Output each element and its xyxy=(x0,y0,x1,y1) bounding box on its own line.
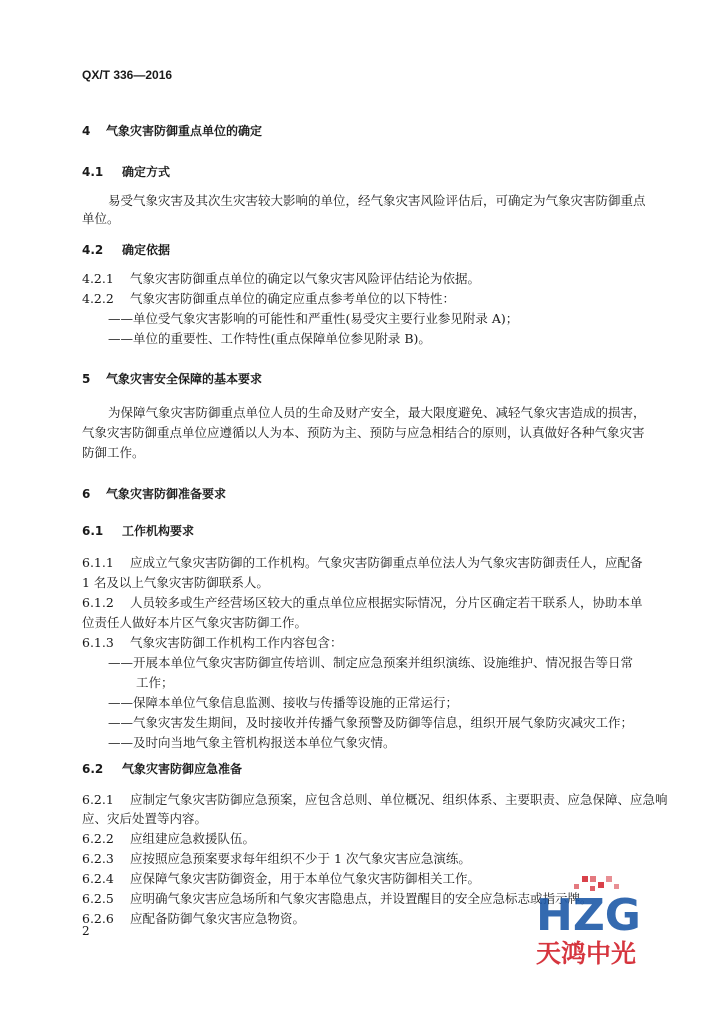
clause-number: 6.2.5 xyxy=(82,891,114,906)
clause-number: 6.1.3 xyxy=(82,635,114,650)
paragraph-text: 应、灾后处置等内容。 xyxy=(82,811,208,826)
page-number: 2 xyxy=(82,924,90,938)
paragraph-line xyxy=(108,736,396,750)
paragraph-text: 位责任人做好本片区气象灾害防御工作。 xyxy=(82,615,308,630)
clause xyxy=(82,793,668,807)
paragraph-line xyxy=(108,716,633,730)
clause xyxy=(82,636,343,650)
subsection-heading xyxy=(82,165,170,179)
paragraph-text: ——气象灾害发生期间，及时接收并传播气象预警及防御等信息，组织开展气象防灾减灾工作； xyxy=(108,715,634,730)
subsection-heading xyxy=(82,243,170,257)
paragraph-line xyxy=(82,212,120,226)
paragraph-line xyxy=(82,426,645,440)
clause xyxy=(82,872,480,886)
clause xyxy=(82,912,305,926)
paragraph-line xyxy=(82,576,269,590)
clause-number: 4.2.2 xyxy=(82,291,114,306)
clause xyxy=(82,596,643,610)
paragraph-text: 单位。 xyxy=(82,211,120,226)
section-heading xyxy=(82,487,226,501)
clause xyxy=(82,292,455,306)
standard-code: QX/T 336—2016 xyxy=(82,68,173,82)
pixel-decoration-icon xyxy=(574,876,619,891)
section-heading xyxy=(82,124,262,138)
clause-text: 应配备防御气象灾害应急物资。 xyxy=(130,911,306,926)
clause-number: 6.1.2 xyxy=(82,595,114,610)
clause-number: 6.2 xyxy=(82,762,104,776)
paragraph-text: 工作； xyxy=(136,675,174,690)
paragraph-line xyxy=(82,616,307,630)
clause-number: 6.2.6 xyxy=(82,911,114,926)
clause-text: 应制定气象灾害防御应急预案，应包含总则、单位概况、组织体系、主要职责、应急保障、应急响 xyxy=(130,792,668,807)
clause-number: 6.1 xyxy=(82,524,104,538)
subsection-heading xyxy=(82,762,242,776)
clause-number: 6 xyxy=(82,487,91,501)
paragraph-text: 易受气象灾害及其次生灾害较大影响的单位，经气象灾害风险评估后，可确定为气象灾害防御重点 xyxy=(108,193,646,208)
clause-number: 6.2.3 xyxy=(82,851,114,866)
paragraph-line xyxy=(108,194,646,208)
clause xyxy=(82,272,480,286)
clause xyxy=(82,892,593,906)
clause-text: 应保障气象灾害防御资金，用于本单位气象灾害防御相关工作。 xyxy=(130,871,481,886)
clause-text: 气象灾害安全保障的基本要求 xyxy=(106,372,263,386)
clause-text: 应按照应急预案要求每年组织不少于 1 次气象灾害应急演练。 xyxy=(130,851,471,866)
paragraph-text: 1 名及以上气象灾害防御联系人。 xyxy=(82,575,269,590)
paragraph-text: ——及时向当地气象主管机构报送本单位气象灾情。 xyxy=(108,735,396,750)
clause-text: 气象灾害防御工作机构工作内容包含： xyxy=(130,635,343,650)
clause-text: 应成立气象灾害防御的工作机构。气象灾害防御重点单位法人为气象灾害防御责任人，应配备 xyxy=(130,555,643,570)
clause xyxy=(82,832,255,846)
subsection-heading xyxy=(82,524,194,538)
clause-number: 4.2 xyxy=(82,243,104,257)
section-heading xyxy=(82,372,262,386)
clause xyxy=(82,556,643,570)
watermark-chinese: 天鸿中光 xyxy=(536,939,637,968)
paragraph-line xyxy=(82,812,207,826)
paragraph-text: ——单位的重要性、工作特性(重点保障单位参见附录 B)。 xyxy=(108,331,431,346)
clause xyxy=(82,852,471,866)
clause-text: 气象灾害防御应急准备 xyxy=(122,762,243,776)
paragraph-line xyxy=(82,446,145,460)
paragraph-text: ——保障本单位气象信息监测、接收与传播等设施的正常运行； xyxy=(108,695,459,710)
clause-text: 确定方式 xyxy=(122,165,171,179)
clause-number: 6.2.1 xyxy=(82,792,114,807)
clause-number: 4.2.1 xyxy=(82,271,114,286)
paragraph-line xyxy=(108,406,646,420)
paragraph-text: ——开展本单位气象灾害防御宣传培训、制定应急预案并组织演练、设施维护、情况报告等日常 xyxy=(108,655,634,670)
clause-number: 6.2.4 xyxy=(82,871,114,886)
clause-text: 工作机构要求 xyxy=(122,524,195,538)
clause-text: 气象灾害防御重点单位的确定应重点参考单位的以下特性： xyxy=(130,291,456,306)
clause-text: 气象灾害防御重点单位的确定以气象灾害风险评估结论为依据。 xyxy=(130,271,481,286)
paragraph-text: 防御工作。 xyxy=(82,445,145,460)
clause-text: 气象灾害防御准备要求 xyxy=(106,487,227,501)
paragraph-line xyxy=(108,332,431,346)
clause-text: 应组建应急救援队伍。 xyxy=(130,831,256,846)
paragraph-text: ——单位受气象灾害影响的可能性和严重性(易受灾主要行业参见附录 A)； xyxy=(108,311,519,326)
hzg-watermark-logo xyxy=(526,872,666,968)
clause-number: 4.1 xyxy=(82,165,104,179)
paragraph-line xyxy=(136,676,174,690)
clause-number: 5 xyxy=(82,372,91,386)
clause-number: 4 xyxy=(82,124,91,138)
clause-text: 人员较多或生产经营场区较大的重点单位应根据实际情况，分片区确定若干联系人，协助本单 xyxy=(130,595,643,610)
paragraph-line xyxy=(108,696,458,710)
paragraph-text: 为保障气象灾害防御重点单位人员的生命及财产安全，最大限度避免、减轻气象灾害造成的损害， xyxy=(108,405,646,420)
watermark-latin: HZG xyxy=(536,890,641,941)
paragraph-line xyxy=(108,656,633,670)
clause-text: 气象灾害防御重点单位的确定 xyxy=(106,124,263,138)
clause-text: 应明确气象灾害应急场所和气象灾害隐患点，并设置醒目的安全应急标志或指示牌。 xyxy=(130,891,593,906)
clause-number: 6.2.2 xyxy=(82,831,114,846)
clause-text: 确定依据 xyxy=(122,243,171,257)
paragraph-line xyxy=(108,312,518,326)
paragraph-text: 气象灾害防御重点单位应遵循以人为本、预防为主、预防与应急相结合的原则，认真做好各种气象灾害 xyxy=(82,425,645,440)
clause-number: 6.1.1 xyxy=(82,555,114,570)
